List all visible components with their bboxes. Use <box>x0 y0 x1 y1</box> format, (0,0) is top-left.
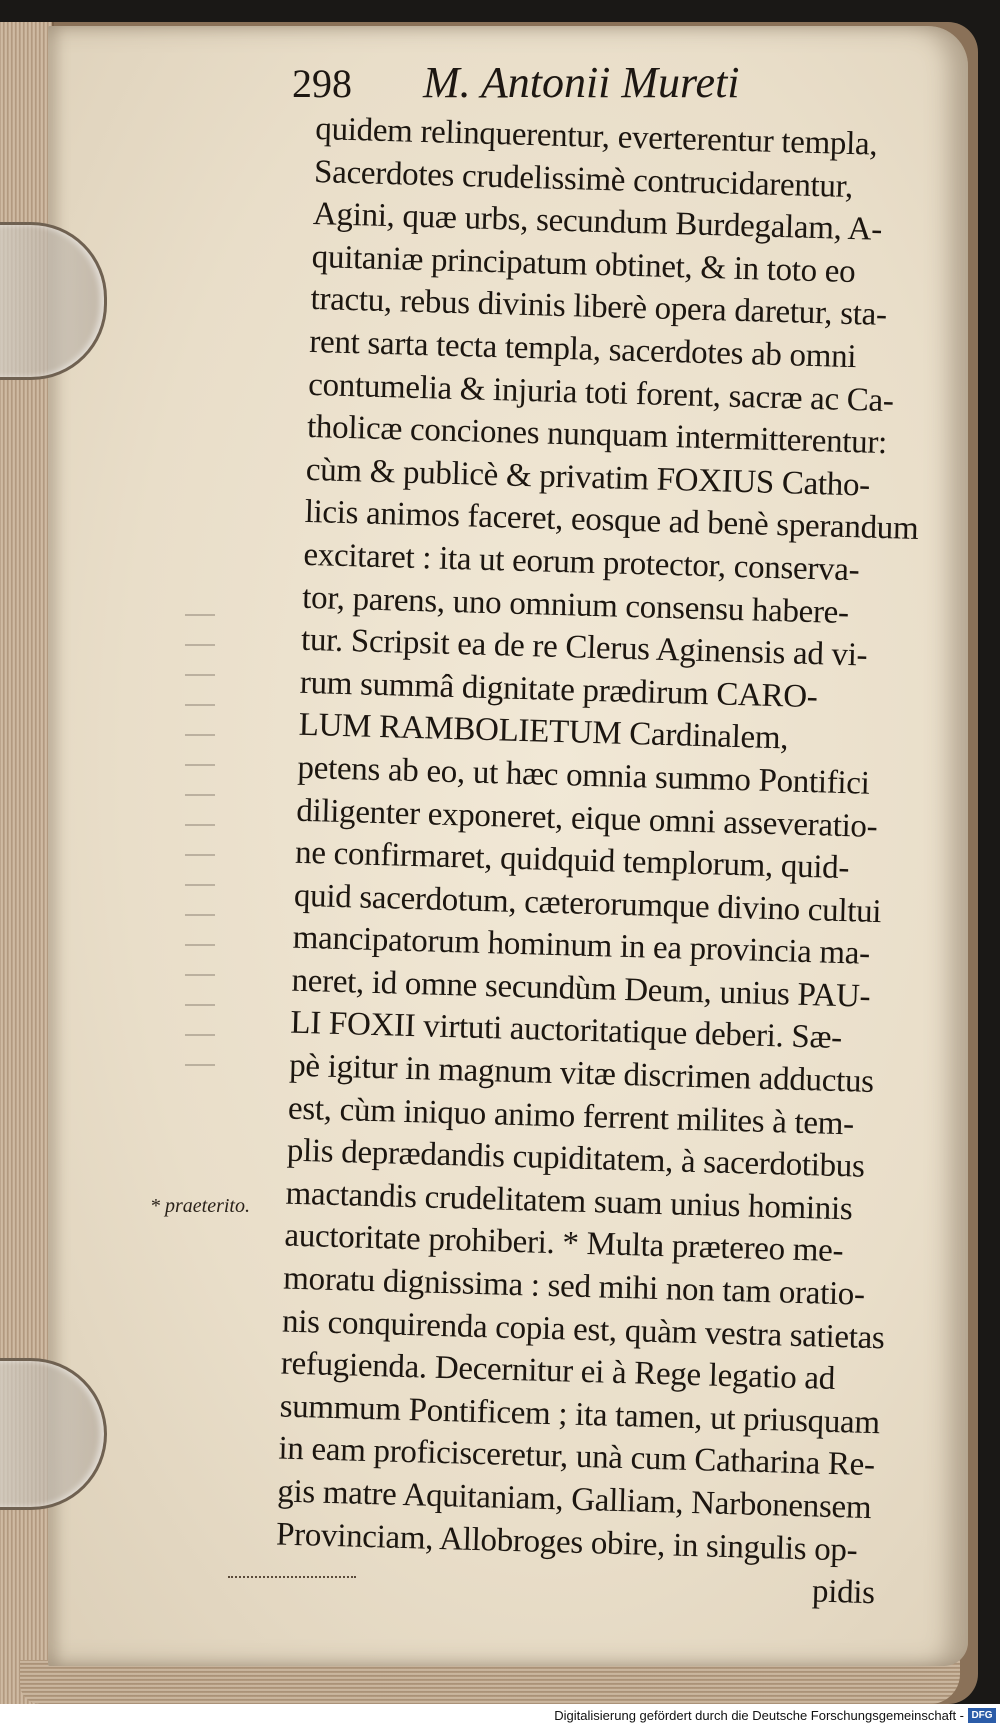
text-line: LI FOXII virtuti auctoritatique deberi. Sæ- <box>289 1005 843 1057</box>
text-line: est, cùm iniquo animo ferrent milites à tem- <box>287 1090 855 1143</box>
main-text <box>275 108 956 1612</box>
text-line: Agini, quæ urbs, secundum Burdegalam, A- <box>312 196 883 249</box>
running-title: M. Antonii Mureti <box>423 58 740 107</box>
text-line: diligenter exponeret, eique omni asseveratio- <box>295 792 878 845</box>
text-line: neret, id omne secundùm Deum, unius PAU- <box>291 962 871 1015</box>
text-line: summum Pontificem ; ita tamen, ut priusquam <box>279 1388 881 1442</box>
footer-bar <box>0 1704 1000 1727</box>
text-line: nis conquirenda copia est, quàm vestra satietas <box>281 1303 886 1356</box>
text-line: quitaniæ principatum obtinet, & in toto eo <box>311 238 856 290</box>
text-line: gis matre Aquitaniam, Galliam, Narbonensem <box>276 1473 872 1527</box>
text-line: quidem relinquerentur, everterentur templa, <box>314 110 878 163</box>
text-line: mancipatorum hominum in ea provincia ma- <box>292 919 871 973</box>
text-line: in eam proficisceretur, unà cum Catharina Re- <box>278 1430 876 1484</box>
text-line: excitaret : ita ut eorum protector, conserva- <box>303 536 860 589</box>
text-line: tur. Scripsit ea de re Clerus Aginensis ad vi- <box>300 621 868 674</box>
text-line: auctoritate prohiberi. * Multa prætereo me- <box>283 1218 844 1270</box>
text-line: refugienda. Decernitur ei à Rege legatio ad <box>280 1345 836 1398</box>
page-edges-bottom <box>20 1660 960 1704</box>
text-line: moratu dignissima : sed mihi non tam oratio- <box>282 1260 866 1313</box>
text-line: Provinciam, Allobroges obire, in singulis op- <box>275 1516 858 1569</box>
text-line: quid sacerdotum, cæterorumque divino cultui <box>293 877 882 930</box>
text-line: LUM RAMBOLIETUM Cardinalem, <box>298 707 789 757</box>
text-line: cùm & publicè & privatim FOXIUS Catho- <box>305 451 871 504</box>
catchword: pidis <box>811 1573 876 1612</box>
text-line: Sacerdotes crudelissimè contrucidarentur, <box>313 153 854 205</box>
text-line: tholicæ conciones nunquam intermitterentur: <box>306 409 888 462</box>
pencil-scribble <box>228 1570 356 1578</box>
text-line: licis animos faceret, eosque ad benè sperandum <box>304 494 919 548</box>
text-line: pè igitur in magnum vitæ discrimen adductus <box>288 1047 875 1101</box>
text-line: tractu, rebus divinis liberè opera daretur, sta- <box>310 281 888 334</box>
text-line: plis deprædandis cupiditatem, à sacerdotibus <box>286 1132 866 1185</box>
text-line: tor, parens, uno omnium consensu habere- <box>301 579 850 631</box>
footer-credit: Digitalisierung gefördert durch die Deutsche Forschungsgemeinschaft - <box>554 1708 964 1723</box>
text-line: rent sarta tecta templa, sacerdotes ab omni <box>308 323 857 376</box>
text-line: contumelia & injuria toti forent, sacræ ac Ca- <box>307 366 895 419</box>
text-line: mactandis crudelitatem suam unius hominis <box>285 1175 853 1228</box>
running-head <box>292 58 892 108</box>
text-line: petens ab eo, ut hæc omnia summo Pontifici <box>297 749 871 802</box>
dfg-logo-icon: DFG <box>968 1708 996 1723</box>
margin-marks <box>185 600 215 1080</box>
page-number: 298 <box>292 61 352 106</box>
marginal-note: * praeterito. <box>150 1195 250 1217</box>
text-line: rum summâ dignitate prædirum CARO- <box>299 664 819 715</box>
text-line: ne confirmaret, quidquid templorum, quid- <box>294 834 850 887</box>
